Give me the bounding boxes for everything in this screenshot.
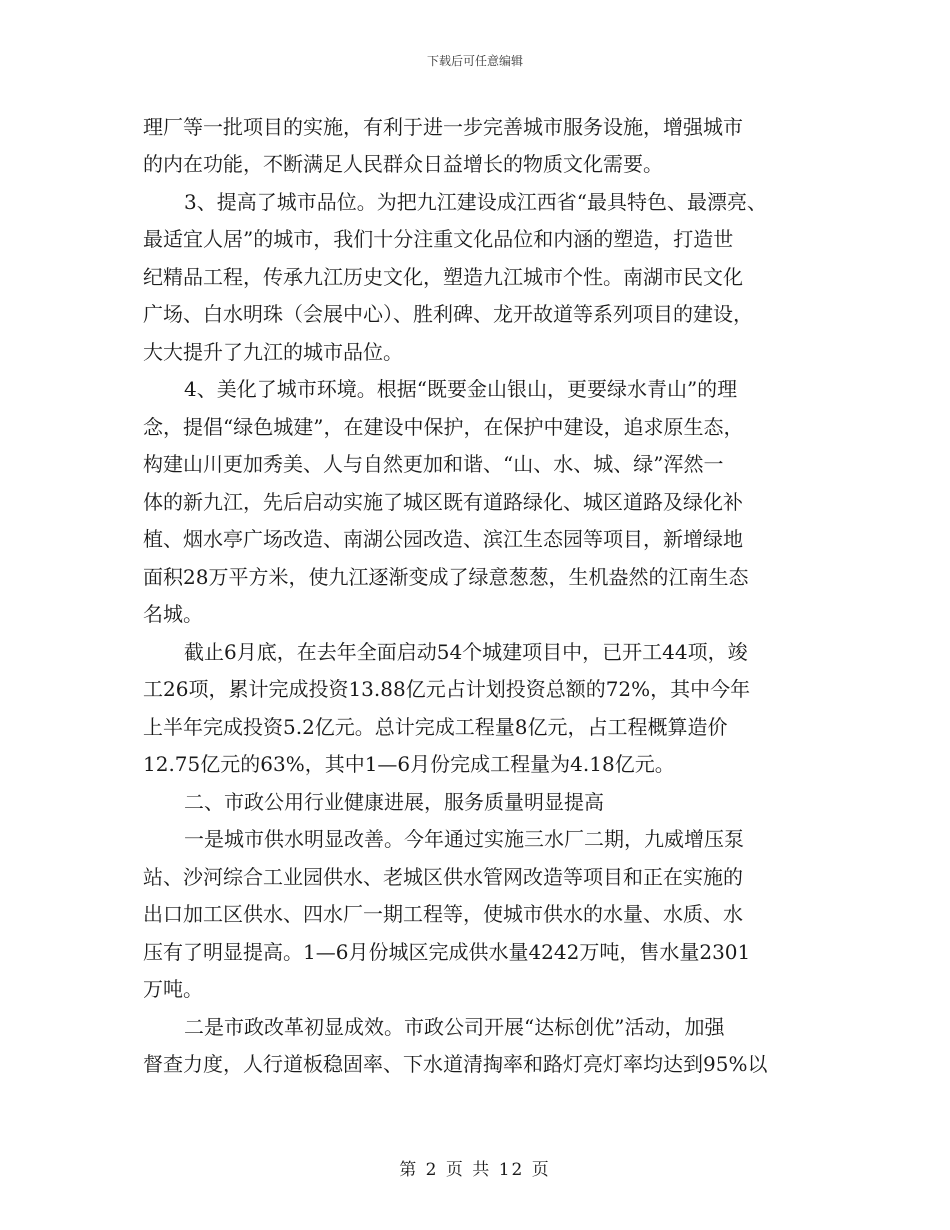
text-line: 一是城市供水明显改善。今年通过实施三水厂二期，九威增压泵 — [184, 827, 744, 851]
page-header: 下载后可任意编辑 — [426, 54, 523, 68]
text-line: 纪精品工程，传承九江历史文化，塑造九江城市个性。南湖市民文化 — [143, 265, 743, 289]
text-line: 理厂等一批项目的实施，有利于进一步完善城市服务设施，增强城市 — [143, 115, 743, 139]
text-line: 4、美化了城市环境。根据“既要金山银山，更要绿水青山”的理 — [184, 377, 738, 401]
text-line: 大大提升了九江的城市品位。 — [143, 340, 403, 364]
text-line: 广场、白水明珠（会展中心）、胜利碑、龙开故道等系列项目的建设， — [143, 302, 753, 326]
text-line: 压有了明显提高。1—6月份城区完成供水量4242万吨，售水量2301 — [143, 940, 751, 964]
text-line: 万吨。 — [143, 977, 203, 1001]
section-heading: 二、市政公用行业健康进展，服务质量明显提高 — [184, 790, 604, 814]
text-line: 3、提高了城市品位。为把九江建设成江西省“最具特色、最漂亮、 — [184, 190, 767, 214]
text-line: 体的新九江，先后启动实施了城区既有道路绿化、城区道路及绿化补 — [143, 490, 743, 514]
text-line: 的内在功能，不断满足人民群众日益增长的物质文化需要。 — [143, 152, 663, 176]
text-line: 上半年完成投资5.2亿元。总计完成工程量8亿元，占工程概算造价 — [143, 715, 728, 739]
text-line: 截止6月底，在去年全面启动54个城建项目中，已开工44项，竣 — [184, 640, 748, 664]
text-line: 站、沙河综合工业园供水、老城区供水管网改造等项目和正在实施的 — [143, 865, 743, 889]
text-line: 二是市政改革初显成效。市政公司开展“达标创优”活动，加强 — [184, 1015, 725, 1039]
text-line: 面积28万平方米，使九江逐渐变成了绿意葱葱，生机盎然的江南生态 — [143, 565, 749, 589]
page-footer: 第 2 页 共 12 页 — [399, 1160, 551, 1180]
text-line: 12.75亿元的63%，其中1—6月份完成工程量为4.18亿元。 — [143, 752, 675, 776]
text-line: 最适宜人居”的城市，我们十分注重文化品位和内涵的塑造，打造世 — [143, 227, 734, 251]
text-line: 名城。 — [143, 602, 203, 626]
text-line: 念，提倡“绿色城建”，在建设中保护，在保护中建设，追求原生态， — [143, 415, 744, 439]
text-line: 植、烟水亭广场改造、南湖公园改造、滨江生态园等项目，新增绿地 — [143, 527, 743, 551]
text-line: 构建山川更加秀美、人与自然更加和谐、“山、水、城、绿”浑然一 — [143, 452, 724, 476]
text-line: 工26项，累计完成投资13.88亿元占计划投资总额的72%，其中今年 — [143, 677, 751, 701]
text-line: 出口加工区供水、四水厂一期工程等，使城市供水的水量、水质、水 — [143, 902, 743, 926]
text-line: 督查力度，人行道板稳固率、下水道清掏率和路灯亮灯率均达到95%以 — [143, 1052, 768, 1076]
